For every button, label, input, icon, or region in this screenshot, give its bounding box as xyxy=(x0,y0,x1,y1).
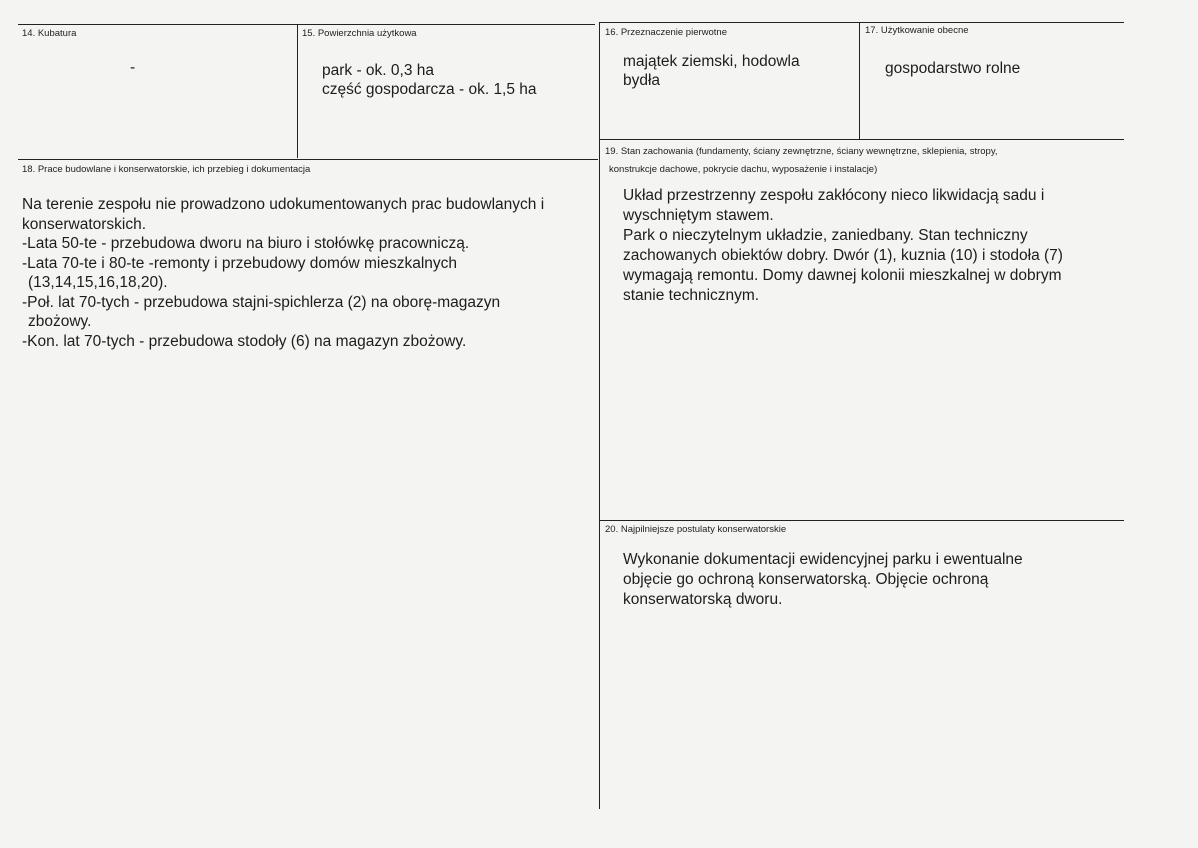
stan-zachowania-label xyxy=(605,143,998,179)
stan-zachowania-line: Park o nieczytelnym układzie, zaniedbany. Stan techniczny xyxy=(623,227,1028,244)
powierzchnia-label: 15. Powierzchnia użytkowa xyxy=(302,28,417,39)
prace-label: 18. Prace budowlane i konserwatorskie, ich przebieg i dokumentacja xyxy=(22,164,311,175)
divider-15-16 xyxy=(599,22,600,809)
stan-zachowania-line: stanie technicznym. xyxy=(623,287,760,304)
divider-14-15 xyxy=(297,24,298,158)
postulaty-value xyxy=(623,550,1023,610)
przeznaczenie-line: bydła xyxy=(623,72,661,89)
postulaty-line: objęcie go ochroną konserwatorską. Objęcie ochroną xyxy=(623,571,989,588)
prace-line: konserwatorskich. xyxy=(22,215,147,233)
powierzchnia-line: część gospodarcza - ok. 1,5 ha xyxy=(322,81,537,98)
stan-zachowania-value xyxy=(623,186,1063,306)
kubatura-value: - xyxy=(130,59,136,76)
stan-zachowania-line: Układ przestrzenny zespołu zakłócony nieco likwidacją sadu i xyxy=(623,187,1045,204)
divider-16-17 xyxy=(859,22,860,140)
prace-line: zbożowy. xyxy=(28,313,92,330)
stan-zachowania-line: wyschniętym stawem. xyxy=(623,207,774,224)
prace-line: (13,14,15,16,18,20). xyxy=(28,274,168,291)
stan-zachowania-line: zachowanych obiektów dobry. Dwór (1), kuznia (10) i stodoła (7) xyxy=(623,247,1063,264)
stan-zachowania-line: wymagają remontu. Domy dawnej kolonii mieszkalnej w dobrym xyxy=(623,267,1062,284)
uzytkowanie-value: gospodarstwo rolne xyxy=(885,60,1021,77)
przeznaczenie-label: 16. Przeznaczenie pierwotne xyxy=(605,27,727,38)
divider-row-19-20 xyxy=(600,520,1124,521)
postulaty-line: Wykonanie dokumentacji ewidencyjnej parku i ewentualne xyxy=(623,551,1023,568)
prace-line: -Lata 70-te i 80-te -remonty i przebudowy domów mieszkalnych xyxy=(22,254,458,272)
powierzchnia-line: park - ok. 0,3 ha xyxy=(322,62,435,79)
przeznaczenie-value xyxy=(623,52,800,90)
przeznaczenie-line: majątek ziemski, hodowla xyxy=(623,53,800,70)
top-border-left xyxy=(18,24,595,25)
prace-line: Na terenie zespołu nie prowadzono udokumentowanych prac budowlanych i xyxy=(22,196,545,213)
stan-zachowania-label-line: konstrukcje dachowe, pokrycie dachu, wyposażenie i instalacje) xyxy=(609,164,878,175)
divider-row-15-18 xyxy=(18,159,598,160)
top-border-right xyxy=(600,22,1124,23)
kubatura-label: 14. Kubatura xyxy=(22,28,77,39)
prace-line: -Lata 50-te - przebudowa dworu na biuro i stołówkę pracowniczą. xyxy=(22,235,470,252)
prace-line: -Poł. lat 70-tych - przebudowa stajni-spichlerza (2) na oborę-magazyn xyxy=(22,293,501,311)
powierzchnia-value xyxy=(322,61,537,99)
stan-zachowania-label-line: 19. Stan zachowania (fundamenty, ściany zewnętrzne, ściany wewnętrzne, sklepienia, stropy, xyxy=(605,146,998,157)
postulaty-line: konserwatorską dworu. xyxy=(623,591,783,608)
postulaty-label: 20. Najpilniejsze postulaty konserwatorskie xyxy=(605,524,787,535)
prace-line: -Kon. lat 70-tych - przebudowa stodoły (6) na magazyn zbożowy. xyxy=(22,332,467,350)
uzytkowanie-label: 17. Użytkowanie obecne xyxy=(865,25,969,36)
prace-value xyxy=(22,195,544,351)
divider-row-16-19 xyxy=(600,139,1124,140)
